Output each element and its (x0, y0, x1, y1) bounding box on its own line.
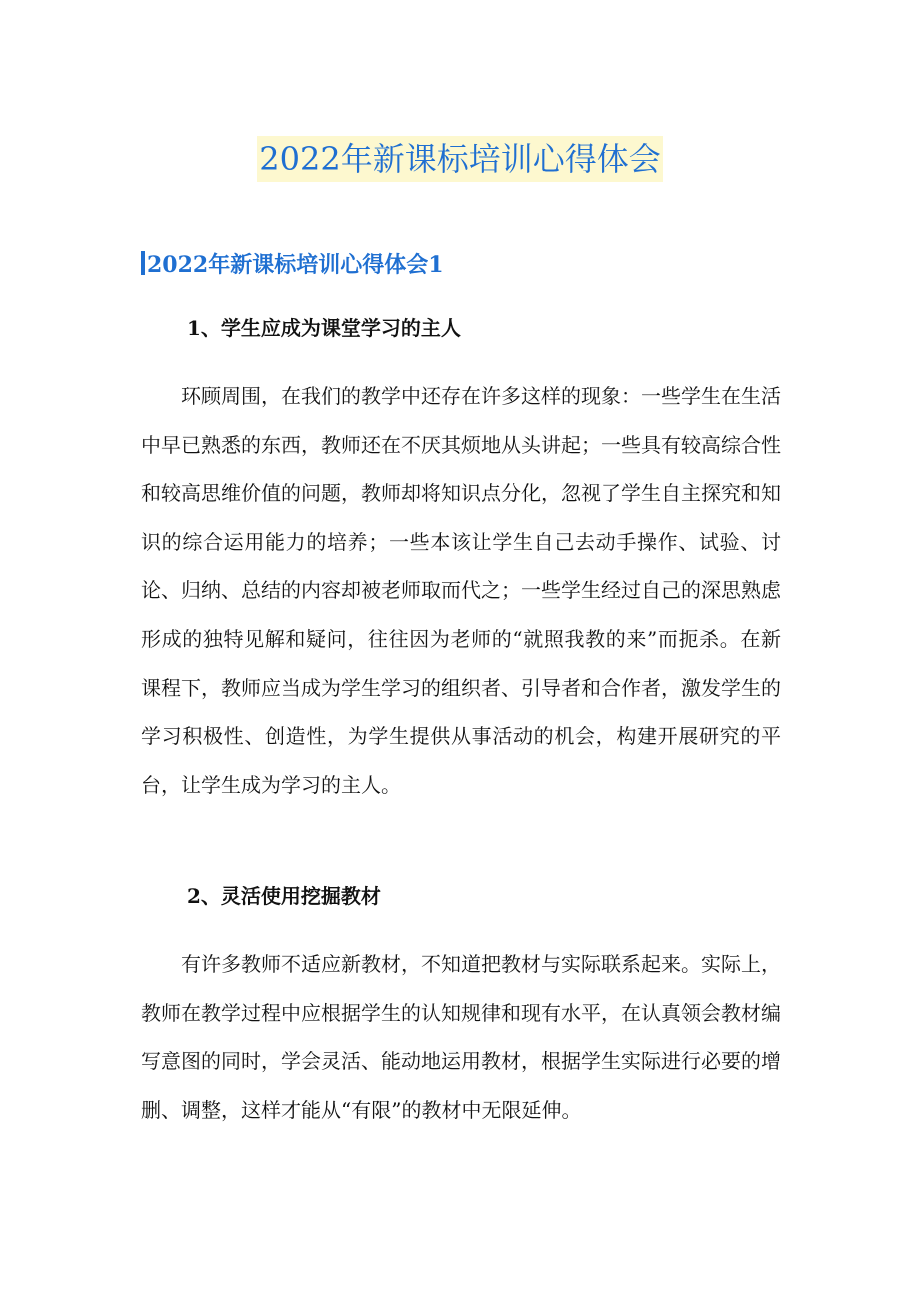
section-heading (141, 250, 444, 280)
document-title (0, 136, 920, 182)
section-marker-bar (141, 251, 145, 275)
item-2-paragraph: 有许多教师不适应新教材，不知道把教材与实际联系起来。实际上，教师在教学过程中应根据学生的认知规律和现有水平，在认真领会教材编写意图的同时，学会灵活、能动地运用教材，根据学生实际进行必要的增删、调整，这样才能从“有限”的教材中无限延伸。 (141, 952, 781, 1122)
item-2-heading: 2、灵活使用挖掘教材 (187, 884, 381, 908)
item-1-heading: 1、学生应成为课堂学习的主人 (187, 316, 461, 340)
item-1-paragraph: 环顾周围，在我们的教学中还存在许多这样的现象：一些学生在生活中早已熟悉的东西，教师还在不厌其烦地从头讲起；一些具有较高综合性和较高思维价值的问题，教师却将知识点分化，忽视了学生自主探究和知识的综合运用能力的培养；一些本该让学生自己去动手操作、试验、讨论、归纳、总结的内容却被老师取而代之；一些学生经过自己的深思熟虑形成的独特见解和疑问，往往因为老师的“就照我教的来”而扼杀。在新课程下，教师应当成为学生学习的组织者、引导者和合作者，激发学生的学习积极性、创造性，为学生提供从事活动的机会，构建开展研究的平台，让学生成为学习的主人。 (141, 384, 781, 797)
document-title-text: 2022年新课标培训心得体会 (257, 136, 662, 182)
section-heading-text: 2022年新课标培训心得体会1 (147, 252, 444, 278)
